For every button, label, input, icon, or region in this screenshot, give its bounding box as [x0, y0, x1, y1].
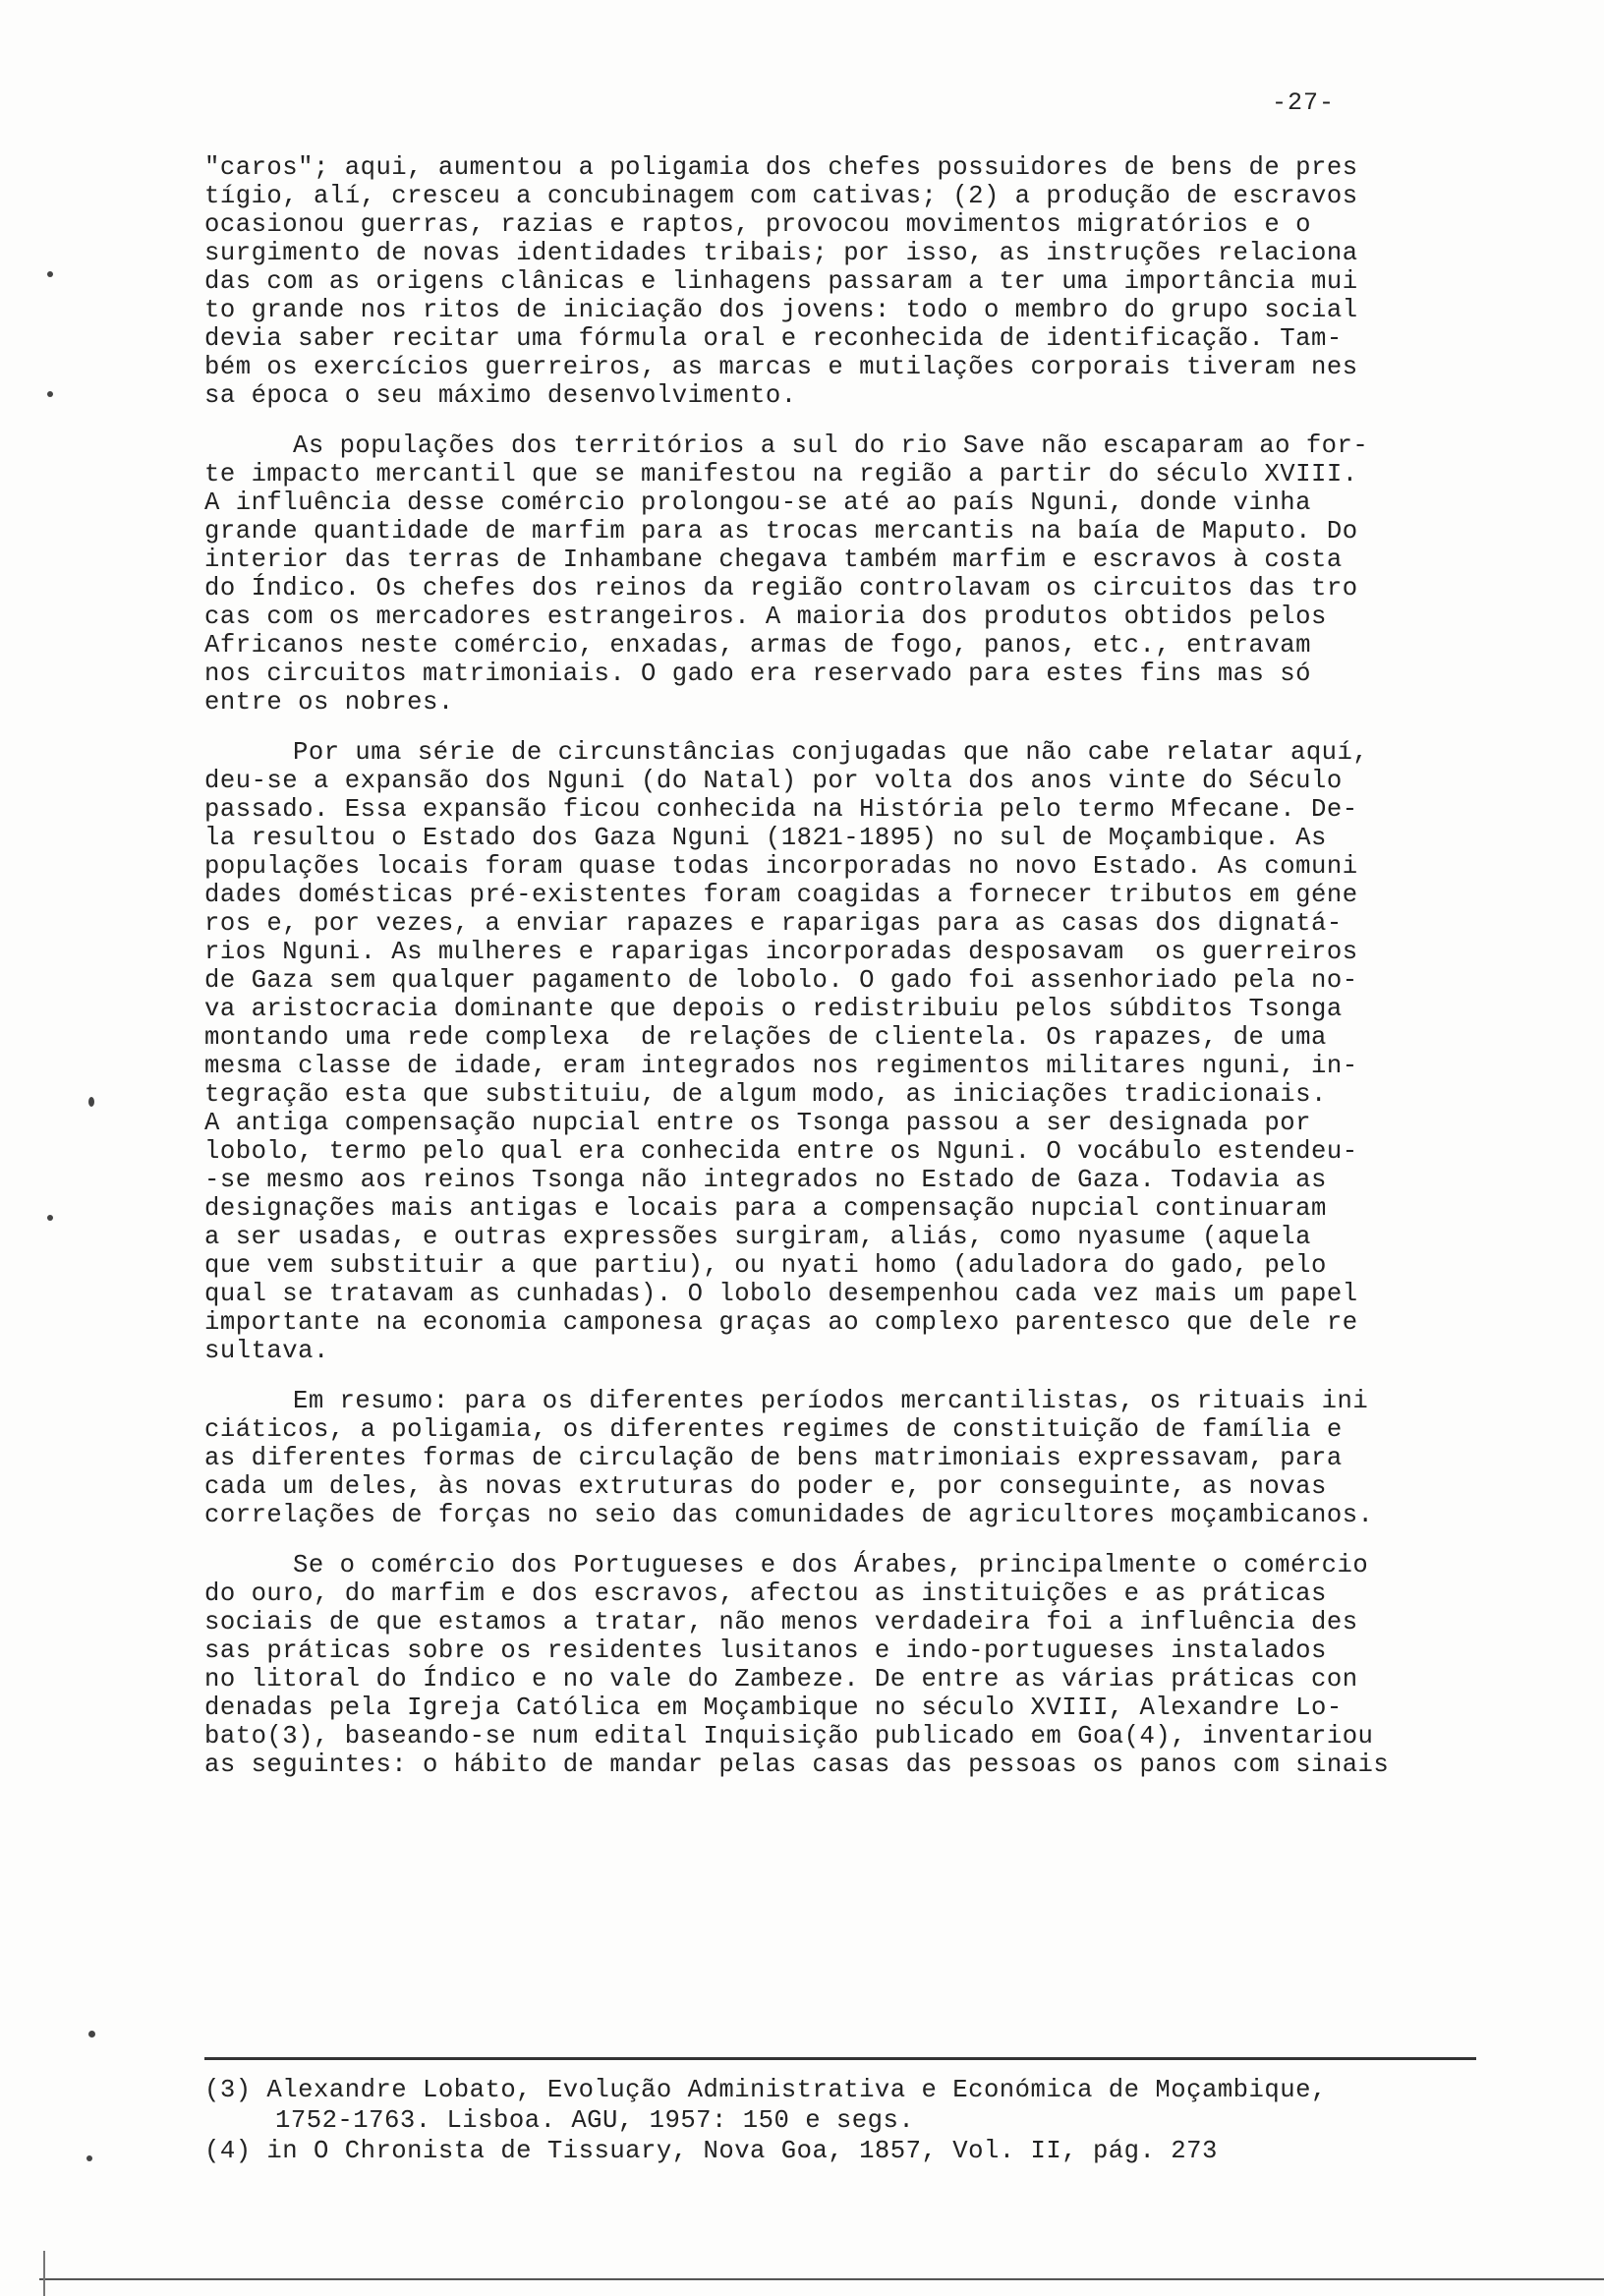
page-number: -27- — [1272, 88, 1336, 117]
text-line: Se o comércio dos Portugueses e dos Árabes, principalmente o comércio — [293, 1551, 1369, 1579]
text-line: Em resumo: para os diferentes períodos mercantilistas, os rituais ini — [293, 1387, 1369, 1415]
text-line: de Gaza sem qualquer pagamento de lobolo. O gado foi assenhoriado pela no- — [204, 966, 1358, 995]
footnote-4 — [204, 2136, 1571, 2166]
text-line: sa época o seu máximo desenvolvimento. — [204, 381, 797, 410]
footnote-3 — [204, 2075, 1571, 2136]
text-line: tegração esta que substituiu, de algum modo, as iniciações tradicionais. — [204, 1080, 1327, 1109]
text-line: Africanos neste comércio, enxadas, armas de fogo, panos, etc., entravam — [204, 631, 1311, 660]
text-line: interior das terras de Inhambane chegava também marfim e escravos à costa — [204, 545, 1343, 574]
text-line: ros e, por vezes, a enviar rapazes e raparigas para as casas dos dignatá- — [204, 909, 1343, 938]
text-line: no litoral do Índico e no vale do Zambeze. De entre as várias práticas con — [204, 1665, 1358, 1693]
margin-speck — [47, 271, 53, 277]
text-line: bém os exercícios guerreiros, as marcas e mutilações corporais tiveram nes — [204, 353, 1358, 381]
text-line: mesma classe de idade, eram integrados nos regimentos militares nguni, in- — [204, 1052, 1358, 1080]
text-line: ocasionou guerras, razias e raptos, provocou movimentos migratórios e o — [204, 210, 1311, 239]
text-line: ciáticos, a poligamia, os diferentes regimes de constituição de família e — [204, 1415, 1343, 1444]
text-line: "caros"; aqui, aumentou a poligamia dos chefes possuidores de bens de pres — [204, 153, 1358, 182]
text-line: -se mesmo aos reinos Tsonga não integrados no Estado de Gaza. Todavia as — [204, 1166, 1327, 1194]
text-line: A influência desse comércio prolongou-se até ao país Nguni, donde vinha — [204, 488, 1311, 517]
text-line: correlações de forças no seio das comunidades de agricultores moçambicanos. — [204, 1501, 1374, 1529]
footnotes — [204, 2075, 1571, 2166]
text-line: que vem substituir a que partiu), ou nyati homo (aduladora do gado, pelo — [204, 1251, 1327, 1280]
margin-speck — [88, 1097, 94, 1107]
body-text — [204, 153, 1561, 1801]
text-line: as diferentes formas de circulação de bens matrimoniais expressavam, para — [204, 1444, 1343, 1472]
footnote-divider — [204, 2057, 1476, 2060]
text-line: rios Nguni. As mulheres e raparigas incorporadas desposavam os guerreiros — [204, 938, 1358, 966]
text-line: entre os nobres. — [204, 688, 454, 717]
paragraph-1 — [204, 153, 1561, 410]
text-line: designações mais antigas e locais para a compensação nupcial continuaram — [204, 1194, 1327, 1223]
text-line: Por uma série de circunstâncias conjugadas que não cabe relatar aquí, — [293, 738, 1369, 767]
text-line: deu-se a expansão dos Nguni (do Natal) por volta dos anos vinte do Século — [204, 767, 1343, 795]
text-line: surgimento de novas identidades tribais; por isso, as instruções relaciona — [204, 239, 1358, 267]
text-line: qual se tratavam as cunhadas). O lobolo desempenhou cada vez mais um papel — [204, 1280, 1358, 1308]
paragraph-2 — [204, 431, 1561, 717]
text-line: to grande nos ritos de iniciação dos jovens: todo o membro do grupo social — [204, 296, 1358, 324]
text-line: montando uma rede complexa de relações de clientela. Os rapazes, de uma — [204, 1023, 1327, 1052]
text-line: das com as origens clânicas e linhagens passaram a ter uma importância mui — [204, 267, 1358, 296]
text-line: nos circuitos matrimoniais. O gado era reservado para estes fins mas só — [204, 660, 1311, 688]
footnote-line: 1752-1763. Lisboa. AGU, 1957: 150 e segs. — [275, 2106, 915, 2135]
text-line: lobolo, termo pelo qual era conhecida entre os Nguni. O vocábulo estendeu- — [204, 1137, 1358, 1166]
text-line: As populações dos territórios a sul do rio Save não escaparam ao for- — [293, 431, 1369, 460]
text-line: populações locais foram quase todas incorporadas no novo Estado. As comuni — [204, 852, 1358, 881]
text-line: importante na economia camponesa graças ao complexo parentesco que dele re — [204, 1308, 1358, 1337]
text-line: la resultou o Estado dos Gaza Nguni (1821-1895) no sul de Moçambique. As — [204, 824, 1327, 852]
paragraph-3 — [204, 738, 1561, 1365]
text-line: A antiga compensação nupcial entre os Tsonga passou a ser designada por — [204, 1109, 1311, 1137]
left-edge-line — [43, 2251, 45, 2296]
margin-speck — [47, 1215, 53, 1221]
paragraph-5 — [204, 1551, 1561, 1779]
paragraph-4 — [204, 1387, 1561, 1529]
text-line: denadas pela Igreja Católica em Moçambique no século XVIII, Alexandre Lo- — [204, 1693, 1343, 1722]
text-line: a ser usadas, e outras expressões surgiram, aliás, como nyasume (aquela — [204, 1223, 1311, 1251]
text-line: grande quantidade de marfim para as trocas mercantis na baía de Maputo. Do — [204, 517, 1358, 545]
margin-speck — [47, 391, 53, 397]
margin-speck — [88, 2031, 95, 2038]
text-line: do Índico. Os chefes dos reinos da região controlavam os circuitos das tro — [204, 574, 1358, 603]
text-line: bato(3), baseando-se num edital Inquisição publicado em Goa(4), inventariou — [204, 1722, 1374, 1751]
text-line: devia saber recitar uma fórmula oral e reconhecida de identificação. Tam- — [204, 324, 1343, 353]
bottom-edge-line — [39, 2278, 1604, 2280]
text-line: cas com os mercadores estrangeiros. A maioria dos produtos obtidos pelos — [204, 603, 1327, 631]
footnote-line: (3) Alexandre Lobato, Evolução Administrativa e Económica de Moçambique, — [204, 2076, 1327, 2104]
text-line: sultava. — [204, 1337, 329, 1365]
text-line: sas práticas sobre os residentes lusitanos e indo-portugueses instalados — [204, 1636, 1327, 1665]
text-line: va aristocracia dominante que depois o redistribuiu pelos súbditos Tsonga — [204, 995, 1343, 1023]
margin-speck — [86, 2155, 92, 2161]
text-line: passado. Essa expansão ficou conhecida na História pelo termo Mfecane. De- — [204, 795, 1358, 824]
footnote-line: (4) in O Chronista de Tissuary, Nova Goa, 1857, Vol. II, pág. 273 — [204, 2137, 1218, 2165]
text-line: cada um deles, às novas extruturas do poder e, por conseguinte, as novas — [204, 1472, 1327, 1501]
text-line: as seguintes: o hábito de mandar pelas casas das pessoas os panos com sinais — [204, 1751, 1390, 1779]
text-line: sociais de que estamos a tratar, não menos verdadeira foi a influência des — [204, 1608, 1358, 1636]
text-line: te impacto mercantil que se manifestou na região a partir do século XVIII. — [204, 460, 1358, 488]
text-line: do ouro, do marfim e dos escravos, afectou as instituições e as práticas — [204, 1579, 1327, 1608]
text-line: dades domésticas pré-existentes foram coagidas a fornecer tributos em géne — [204, 881, 1358, 909]
text-line: tígio, alí, cresceu a concubinagem com cativas; (2) a produção de escravos — [204, 182, 1358, 210]
